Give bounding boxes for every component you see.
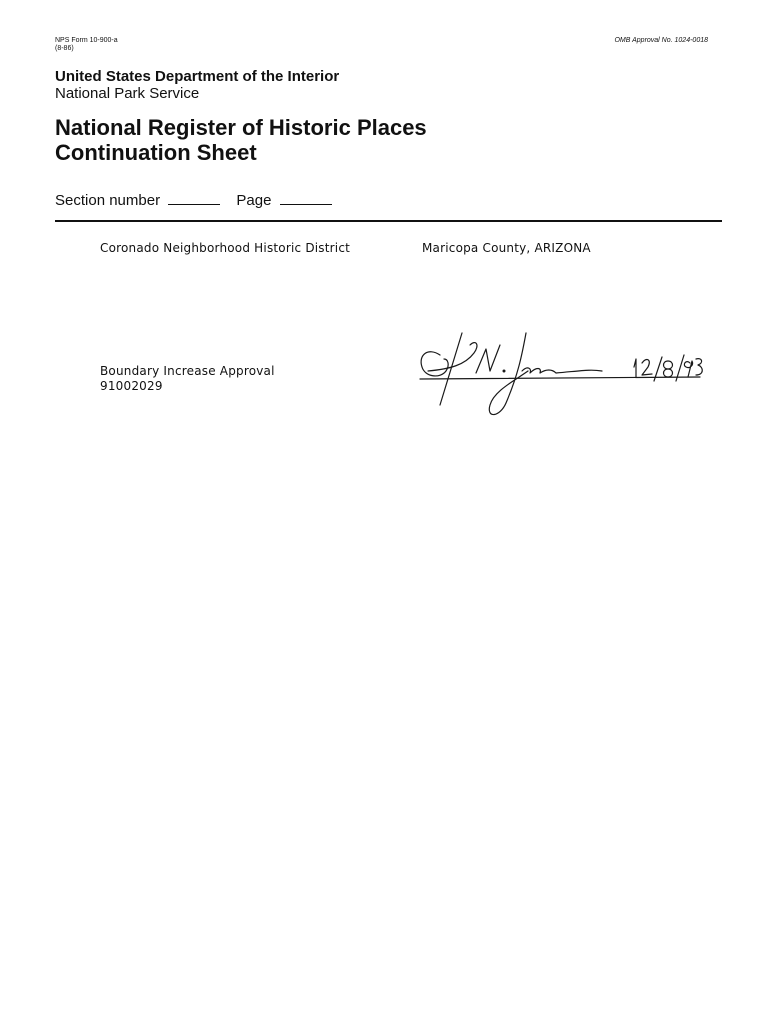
omb-approval-number: OMB Approval No. 1024-0018 [614, 37, 708, 44]
section-number-blank [168, 194, 220, 205]
service-name: National Park Service [55, 85, 200, 102]
header-divider [55, 220, 722, 222]
page-label: Page [236, 192, 272, 209]
property-location: Maricopa County, ARIZONA [422, 241, 591, 255]
approval-block [100, 364, 275, 394]
page-title: National Register of Historic Places [55, 115, 427, 140]
approval-reference-number: 91002029 [100, 379, 163, 393]
form-number: NPS Form 10-900-a [55, 37, 118, 44]
signature-image [410, 325, 710, 425]
section-number-label: Section number [55, 192, 161, 209]
page-number-blank [280, 194, 332, 205]
page-subtitle: Continuation Sheet [55, 140, 257, 165]
form-identifier [55, 37, 118, 53]
section-page-row [55, 192, 344, 209]
approval-label: Boundary Increase Approval [100, 364, 275, 378]
department-name: United States Department of the Interior [55, 68, 340, 85]
form-revision: (8-86) [55, 45, 74, 52]
property-name: Coronado Neighborhood Historic District [100, 241, 351, 255]
